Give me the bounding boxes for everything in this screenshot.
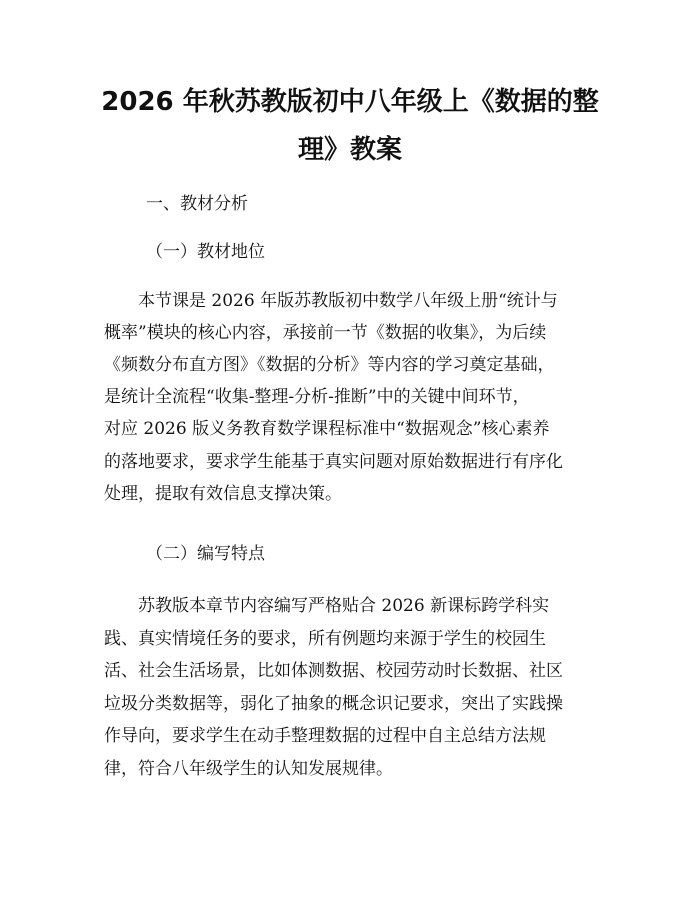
paragraph-1-line-6: 的落地要求，要求学生能基于真实问题对原始数据进行有序化 <box>104 452 563 472</box>
paragraph-1-line-5: 对应 2026 版义务教育数学课程标准中“数据观念”核心素养 <box>104 419 550 439</box>
document-title-line-2: 理》教案 <box>297 135 402 165</box>
paragraph-1-line-1: 本节课是 2026 年版苏教版初中数学八年级上册“统计与 <box>138 291 558 311</box>
paragraph-1-line-4: 是统计全流程“收集-整理-分析-推断”中的关键中间环节， <box>104 387 530 407</box>
paragraph-2-line-5: 作导向，要求学生在动手整理数据的过程中自主总结方法规 <box>104 726 546 746</box>
subsection-heading-writing-features: （二）编写特点 <box>146 544 265 564</box>
paragraph-2-line-3: 活、社会生活场景，比如体测数据、校园劳动时长数据、社区 <box>104 661 563 681</box>
paragraph-2-line-6: 律，符合八年级学生的认知发展规律。 <box>104 759 393 779</box>
paragraph-2-line-1: 苏教版本章节内容编写严格贴合 2026 新课标跨学科实 <box>138 596 550 616</box>
subsection-heading-material-position: （一）教材地位 <box>146 242 265 262</box>
section-heading-teaching-material-analysis: 一、教材分析 <box>146 194 248 214</box>
paragraph-1-line-7: 处理，提取有效信息支撑决策。 <box>104 484 342 504</box>
paragraph-2-line-4: 垃圾分类数据等，弱化了抽象的概念识记要求，突出了实践操 <box>104 694 563 714</box>
paragraph-1-line-3: 《频数分布直方图》《数据的分析》等内容的学习奠定基础， <box>104 355 555 375</box>
document-title-line-1: 2026 年秋苏教版初中八年级上《数据的整 <box>101 87 599 117</box>
paragraph-1-line-2: 概率”模块的核心内容，承接前一节《数据的收集》，为后续 <box>104 323 547 343</box>
paragraph-2-line-2: 践、真实情境任务的要求，所有例题均来源于学生的校园生 <box>104 629 546 649</box>
